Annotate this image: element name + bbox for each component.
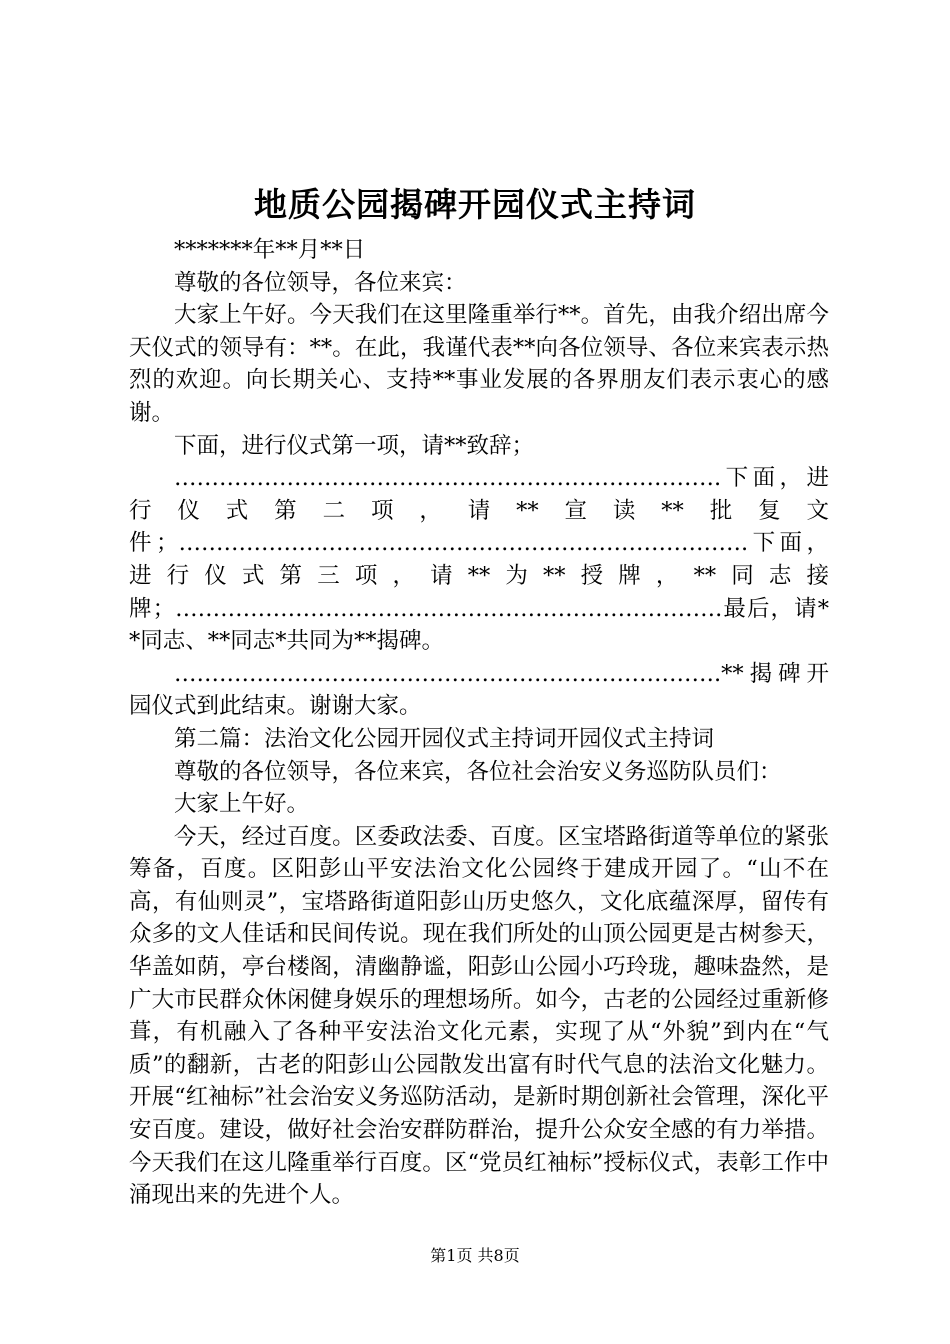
document-title: 地质公园揭碑开园仪式主持词 (254, 185, 696, 224)
paragraph: 下面，进行仪式第一项，请**致辞； (174, 432, 535, 459)
salutation: 尊敬的各位领导，各位来宾，各位社会治安义务巡防队员们： (174, 758, 782, 785)
section-heading: 第二篇：法治文化公园开园仪式主持词开园仪式主持词 (174, 725, 715, 752)
paragraph: 大家上午好。今天我们在这里隆重举行**。首先，由我介绍出席今天仪式的领导有：**。在此，我谨代表**向各位领导、各位来宾表示热烈的欢迎。向长期关心、支持**事业发展的各界朋友们表示衷心的感谢。 (129, 302, 829, 426)
document-body (129, 234, 829, 1212)
paragraph: 大家上午好。 (174, 791, 310, 818)
paragraph: ……………………………………………………………….**揭碑开园仪式到此结束。谢谢大家。 (129, 660, 829, 720)
page-number: 第1页 共8页 (430, 1246, 520, 1265)
paragraph: ……………………………………………………………….下面，进行仪式第二项，请**宣读**批复文件；………………………………………………………………….下面，进行仪式第三项，请**为**授牌，**同志接牌；……………………………………………………………….最后，请**同志、**同志*共同为**揭碑。 (129, 465, 829, 655)
paragraph: 今天，经过百度。区委政法委、百度。区宝塔路街道等单位的紧张筹备，百度。区阳彭山平安法治文化公园终于建成开园了。“山不在高，有仙则灵”，宝塔路街道阳彭山历史悠久，文化底蕴深厚，留传有众多的文人佳话和民间传说。现在我们所处的山顶公园更是古树参天，华盖如荫，亭台楼阁，清幽静谧，阳彭山公园小巧玲珑，趣味盎然，是广大市民群众休闲健身娱乐的理想场所。如今，古老的公园经过重新修葺，有机融入了各种平安法治文化元素，实现了从“外貌”到内在“气质”的翻新，古老的阳彭山公园散发出富有时代气息的法治文化魅力。开展“红袖标”社会治安义务巡防活动，是新时期创新社会管理，深化平安百度。建设，做好社会治安群防群治，提升公众安全感的有力举措。今天我们在这儿隆重举行百度。区“党员红袖标”授标仪式，表彰工作中涌现出来的先进个人。 (129, 823, 829, 1209)
salutation: 尊敬的各位领导，各位来宾： (174, 269, 467, 296)
date-line: *******年**月**日 (174, 237, 366, 263)
